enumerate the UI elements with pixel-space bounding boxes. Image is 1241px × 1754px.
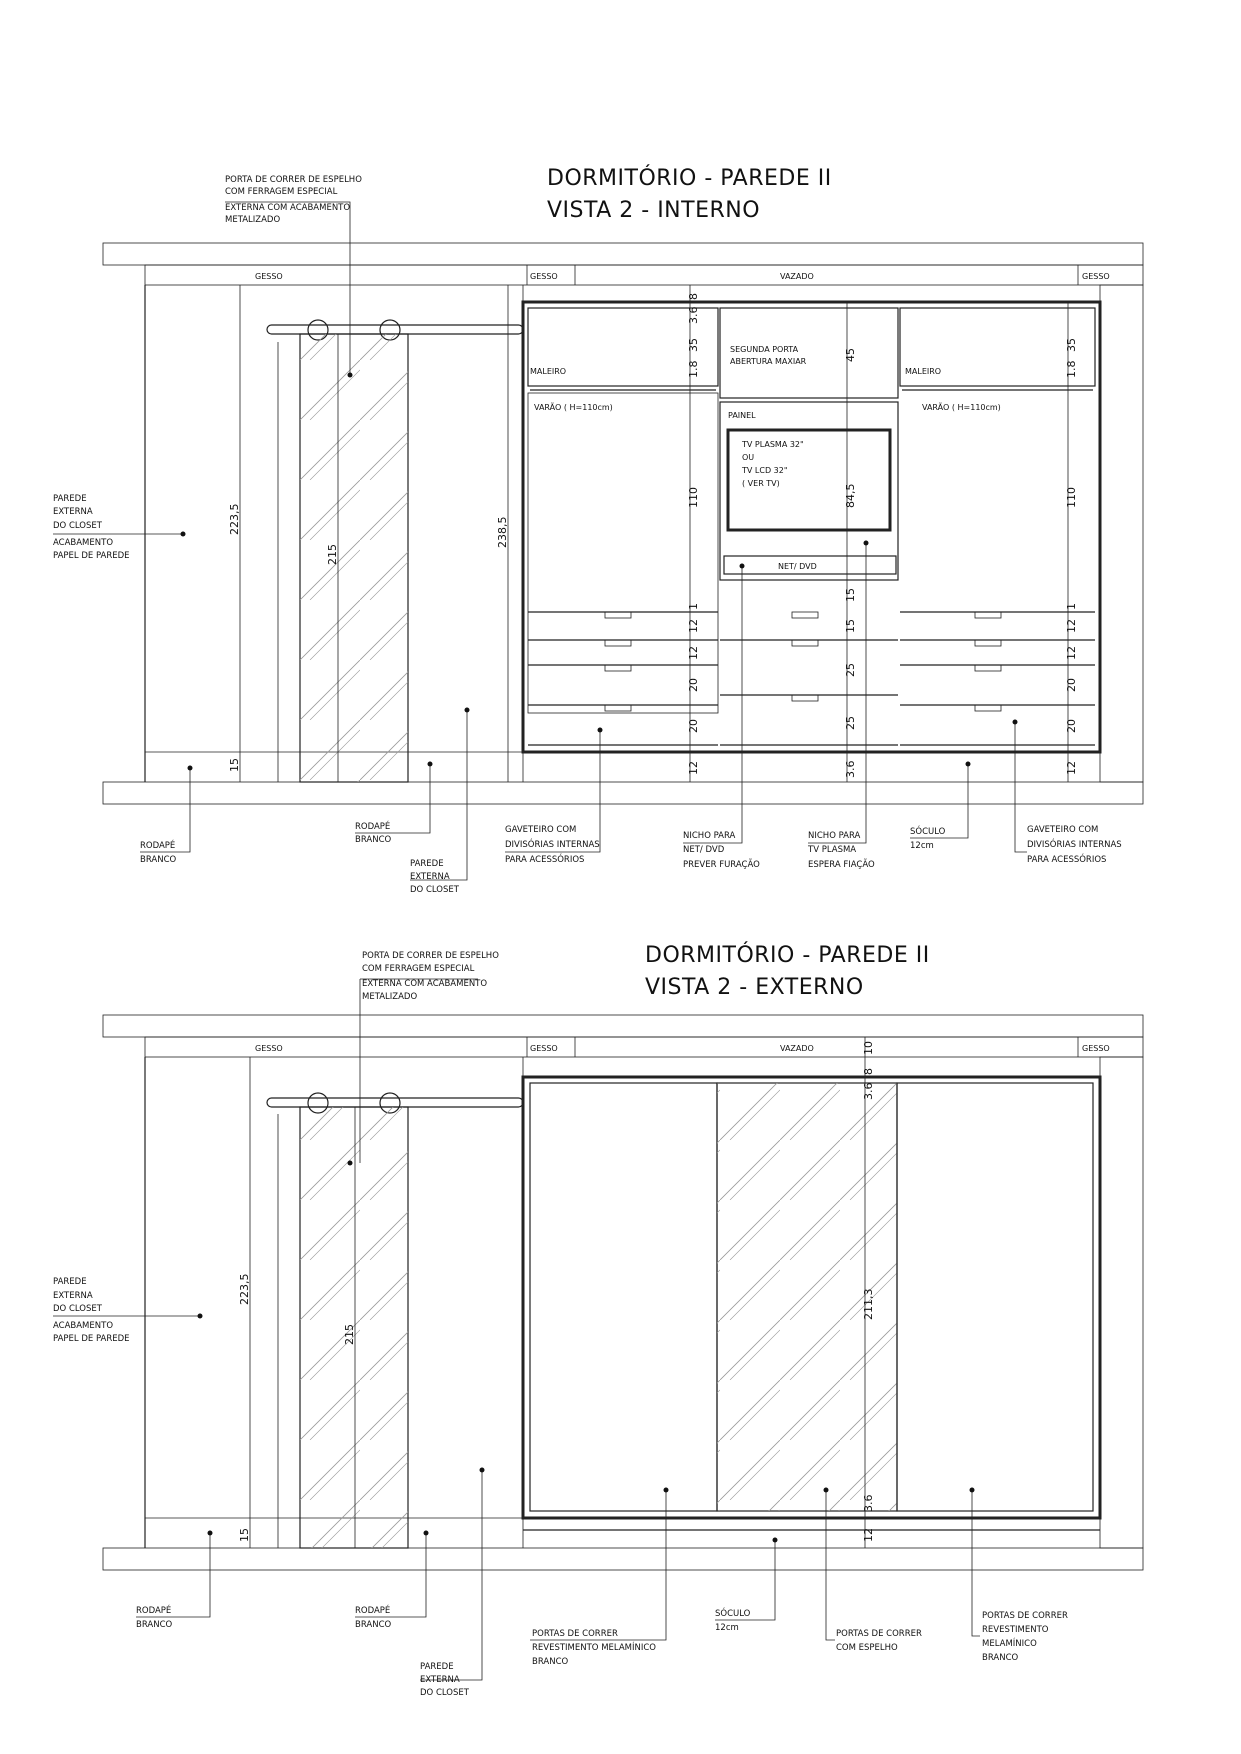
dim-c1: 8 <box>687 293 700 300</box>
note-parede-left-2: EXTERNA <box>53 1291 93 1301</box>
dim-c1: 110 <box>687 487 700 508</box>
note-gaveteiro2-3: PARA ACESSÓRIOS <box>1027 855 1107 865</box>
note-parede-bottom-1: PAREDE <box>410 859 444 869</box>
band-label-gesso-3: GESSO <box>1082 1044 1110 1053</box>
dim-top: 3.6 <box>862 1082 875 1100</box>
dim-bottom: 3.6 <box>862 1494 875 1512</box>
note-porta-4: METALIZADO <box>362 992 418 1002</box>
band-label-gesso-2: GESSO <box>530 1044 558 1053</box>
floor-slab <box>103 1548 1143 1570</box>
note-parede-left-1: PAREDE <box>53 494 87 504</box>
view-interno <box>53 165 1143 895</box>
note-nicho-net-3: PREVER FURAÇÃO <box>683 860 760 870</box>
note-nicho-tv-3: ESPERA FIAÇÃO <box>808 860 875 870</box>
dim-c1: 1.8 <box>687 360 700 378</box>
view-title-line2: VISTA 2 - INTERNO <box>547 198 761 223</box>
dim-c3: 1 <box>1065 603 1078 610</box>
door-rail <box>267 1098 523 1107</box>
note-rodape2-2: BRANCO <box>355 1620 392 1630</box>
note-porta-3: EXTERNA COM ACABAMENTO <box>362 979 488 989</box>
note-nicho-net-1: NICHO PARA <box>683 831 736 841</box>
dim-15: 15 <box>228 758 241 772</box>
dim-c3: 12 <box>1065 761 1078 775</box>
note-gaveteiro2-1: GAVETEIRO COM <box>1027 825 1099 835</box>
note-portas-revest-4: BRANCO <box>982 1653 1019 1663</box>
label-varao-right: VARÃO ( H=110cm) <box>922 403 1001 412</box>
note-rodape1-2: BRANCO <box>136 1620 173 1630</box>
dim-c1: 12 <box>687 761 700 775</box>
dim-top: 10 <box>862 1041 875 1055</box>
note-socolo-1: SÓCULO <box>910 827 946 837</box>
dim-c2: 3.6 <box>844 760 857 778</box>
floor-slab <box>103 782 1143 804</box>
note-gaveteiro1-3: PARA ACESSÓRIOS <box>505 855 585 865</box>
label-tv-1: TV PLASMA 32" <box>742 440 804 449</box>
view-title-line1: DORMITÓRIO - PAREDE II <box>645 943 930 968</box>
gesso-band <box>145 1037 1143 1057</box>
band-label-vazado: VAZADO <box>780 272 814 281</box>
dim-c1: 20 <box>687 678 700 692</box>
note-portas-revest-3: MELAMÍNICO <box>982 1639 1037 1649</box>
ceiling-slab <box>103 243 1143 265</box>
label-painel: PAINEL <box>728 411 756 420</box>
gesso-band <box>145 265 1143 285</box>
note-parede-left-3: DO CLOSET <box>53 521 102 531</box>
label-segunda-porta-1: SEGUNDA PORTA <box>730 345 799 354</box>
dim-c1: 20 <box>687 719 700 733</box>
dim-15: 15 <box>238 1528 251 1542</box>
dim-238-5: 238,5 <box>496 516 509 548</box>
right-wall <box>1100 1057 1143 1548</box>
note-rodape2-1: RODAPÉ <box>355 822 391 832</box>
label-maleiro-left: MALEIRO <box>530 367 567 376</box>
note-porta-3: EXTERNA COM ACABAMENTO <box>225 203 351 213</box>
dim-223-5: 223,5 <box>228 503 241 535</box>
note-parede-left-1: PAREDE <box>53 1277 87 1287</box>
dim-c3: 35 <box>1065 338 1078 352</box>
note-rodape2-2: BRANCO <box>355 835 392 845</box>
note-parede-left-3: DO CLOSET <box>53 1304 102 1314</box>
dim-c1: 3.6 <box>687 306 700 324</box>
note-portas-correr-1: PORTAS DE CORRER <box>532 1629 618 1639</box>
door-rail <box>267 325 523 334</box>
ceiling-slab <box>103 1015 1143 1037</box>
note-porta-1: PORTA DE CORRER DE ESPELHO <box>362 951 499 961</box>
note-nicho-tv-1: NICHO PARA <box>808 831 861 841</box>
dim-c2: 15 <box>844 619 857 633</box>
note-parede-bottom-3: DO CLOSET <box>420 1688 469 1698</box>
dim-211-3: 211,3 <box>862 1288 875 1320</box>
note-parede-left-4: ACABAMENTO <box>53 538 114 548</box>
note-portas-correr-2: REVESTIMENTO MELAMÍNICO <box>532 1643 656 1653</box>
dim-c2: 25 <box>844 716 857 730</box>
note-socolo-1: SÓCULO <box>715 1609 751 1619</box>
label-net-dvd: NET/ DVD <box>778 562 817 571</box>
dim-c3: 20 <box>1065 719 1078 733</box>
dim-c3: 110 <box>1065 487 1078 508</box>
note-rodape1-1: RODAPÉ <box>136 1606 172 1616</box>
view-title-line2: VISTA 2 - EXTERNO <box>645 975 864 1000</box>
note-parede-bottom-3: DO CLOSET <box>410 885 459 895</box>
dim-215: 215 <box>326 544 339 565</box>
dim-bottom: 12 <box>862 1528 875 1542</box>
label-maleiro-right: MALEIRO <box>905 367 942 376</box>
note-rodape1-2: BRANCO <box>140 855 177 865</box>
label-segunda-porta-2: ABERTURA MAXIAR <box>730 357 807 366</box>
dim-c1: 35 <box>687 338 700 352</box>
band-label-vazado: VAZADO <box>780 1044 814 1053</box>
note-parede-bottom-2: EXTERNA <box>420 1675 460 1685</box>
door-white-left <box>530 1083 717 1511</box>
note-parede-bottom-1: PAREDE <box>420 1662 454 1672</box>
dim-c3: 12 <box>1065 619 1078 633</box>
note-parede-left-4: ACABAMENTO <box>53 1321 114 1331</box>
dim-215: 215 <box>343 1324 356 1345</box>
dim-c1: 12 <box>687 646 700 660</box>
note-porta-2: COM FERRAGEM ESPECIAL <box>225 187 338 197</box>
note-gaveteiro1-1: GAVETEIRO COM <box>505 825 577 835</box>
dim-c2: 25 <box>844 663 857 677</box>
dim-top: 8 <box>862 1068 875 1075</box>
band-label-gesso-2: GESSO <box>530 272 558 281</box>
dim-c1: 12 <box>687 619 700 633</box>
note-socolo-2: 12cm <box>715 1623 739 1633</box>
note-porta-1: PORTA DE CORRER DE ESPELHO <box>225 175 362 185</box>
note-rodape1-1: RODAPÉ <box>140 841 176 851</box>
label-tv-4: ( VER TV) <box>742 479 780 488</box>
dim-c3: 20 <box>1065 678 1078 692</box>
note-parede-left-5: PAPEL DE PAREDE <box>53 1334 130 1344</box>
dim-c3: 12 <box>1065 646 1078 660</box>
band-label-gesso-1: GESSO <box>255 272 283 281</box>
note-porta-2: COM FERRAGEM ESPECIAL <box>362 964 475 974</box>
door-white-right <box>897 1083 1093 1511</box>
dim-c2: 45 <box>844 348 857 362</box>
band-label-gesso-3: GESSO <box>1082 272 1110 281</box>
dim-223-5: 223,5 <box>238 1273 251 1305</box>
wardrobe-frame <box>523 302 1100 752</box>
dim-c1: 1 <box>687 603 700 610</box>
note-portas-revest-2: REVESTIMENTO <box>982 1625 1049 1635</box>
note-parede-left-5: PAPEL DE PAREDE <box>53 551 130 561</box>
note-portas-revest-1: PORTAS DE CORRER <box>982 1611 1068 1621</box>
label-tv-3: TV LCD 32" <box>742 466 788 475</box>
note-parede-bottom-2: EXTERNA <box>410 872 450 882</box>
note-nicho-net-2: NET/ DVD <box>683 845 725 855</box>
note-portas-espelho-1: PORTAS DE CORRER <box>836 1629 922 1639</box>
right-wall <box>1100 285 1143 782</box>
dim-c3: 1.8 <box>1065 360 1078 378</box>
note-gaveteiro2-2: DIVISÓRIAS INTERNAS <box>1027 840 1122 850</box>
label-tv-2: OU <box>742 453 755 462</box>
label-varao-left: VARÃO ( H=110cm) <box>534 403 613 412</box>
note-portas-correr-3: BRANCO <box>532 1657 569 1667</box>
dim-c2: 15 <box>844 588 857 602</box>
band-label-gesso-1: GESSO <box>255 1044 283 1053</box>
note-portas-espelho-2: COM ESPELHO <box>836 1643 898 1653</box>
dim-c2: 84,5 <box>844 483 857 508</box>
view-externo <box>53 942 1143 1698</box>
note-rodape2-1: RODAPÉ <box>355 1606 391 1616</box>
note-socolo-2: 12cm <box>910 841 934 851</box>
view-title-line1: DORMITÓRIO - PAREDE II <box>547 166 832 191</box>
note-parede-left-2: EXTERNA <box>53 507 93 517</box>
note-nicho-tv-2: TV PLASMA <box>808 845 857 855</box>
note-gaveteiro1-2: DIVISÓRIAS INTERNAS <box>505 840 600 850</box>
note-porta-4: METALIZADO <box>225 215 281 225</box>
